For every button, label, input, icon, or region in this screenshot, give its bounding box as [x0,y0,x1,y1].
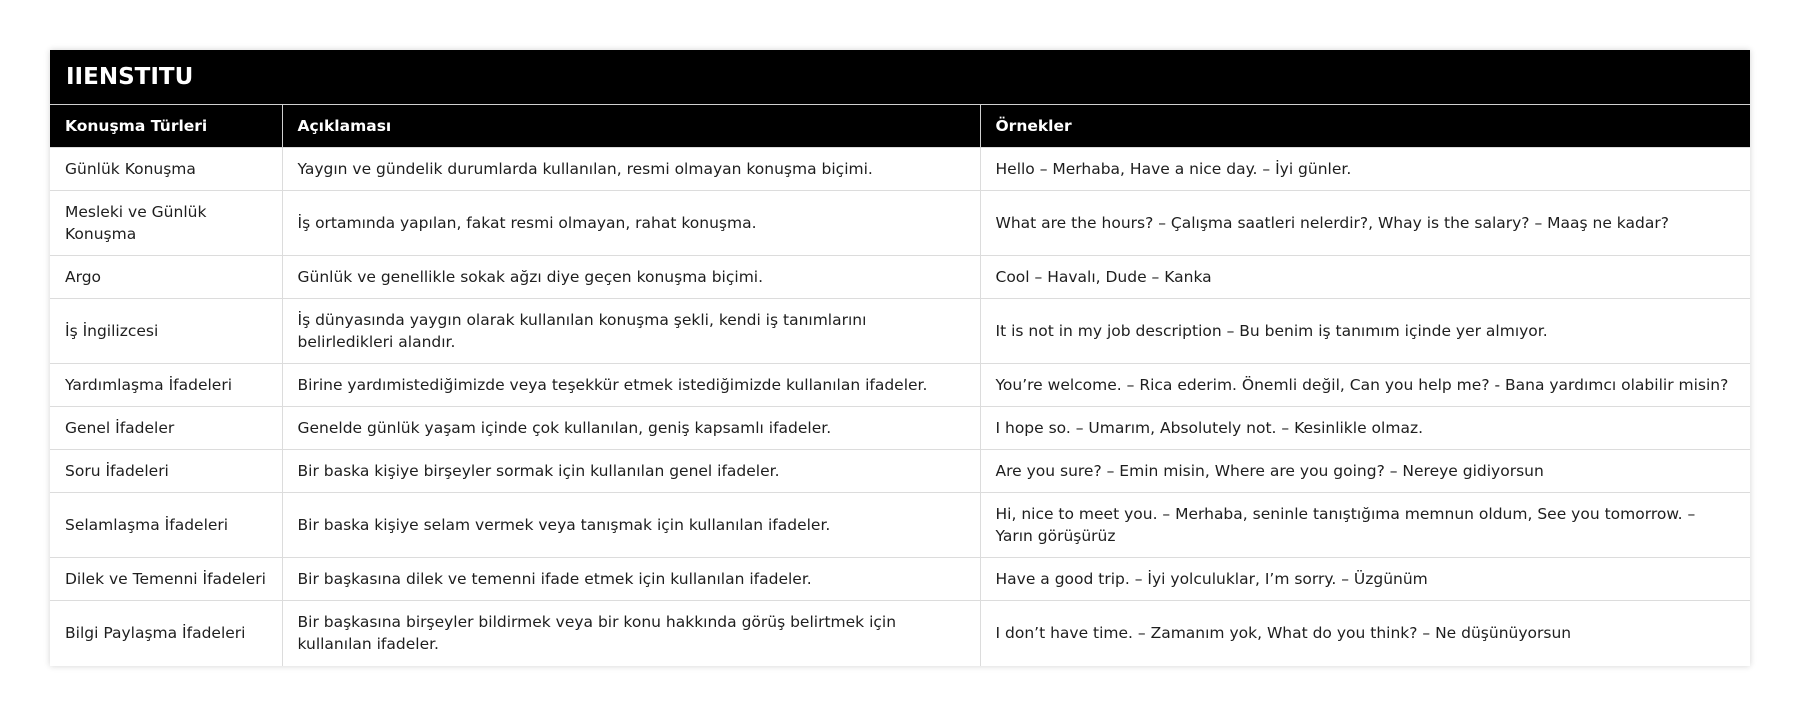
table-row [50,601,1750,666]
cell-speech-type: Selamlaşma İfadeleri [50,493,282,558]
cell-examples: I hope so. – Umarım, Absolutely not. – Kesinlikle olmaz. [980,407,1750,450]
cell-examples: Hello – Merhaba, Have a nice day. – İyi günler. [980,148,1750,191]
cell-description: Bir baska kişiye selam vermek veya tanışmak için kullanılan ifadeler. [282,493,980,558]
table-row [50,407,1750,450]
cell-examples: Have a good trip. – İyi yolculuklar, I’m sorry. – Üzgünüm [980,558,1750,601]
cell-examples: Cool – Havalı, Dude – Kanka [980,256,1750,299]
table-row [50,493,1750,558]
cell-speech-type: İş İngilizcesi [50,299,282,364]
cell-description: Birine yardımistediğimizde veya teşekkür etmek istediğimizde kullanılan ifadeler. [282,364,980,407]
table-header-row [50,105,1750,148]
cell-description: Yaygın ve gündelik durumlarda kullanılan, resmi olmayan konuşma biçimi. [282,148,980,191]
table-row [50,148,1750,191]
table-row [50,450,1750,493]
cell-speech-type: Mesleki ve Günlük Konuşma [50,191,282,256]
cell-description: Bir başkasına birşeyler bildirmek veya bir konu hakkında görüş belirtmek için kullanılan ifadeler. [282,601,980,666]
speech-types-table-card [50,50,1750,666]
cell-examples: What are the hours? – Çalışma saatleri nelerdir?, Whay is the salary? – Maaş ne kadar? [980,191,1750,256]
cell-examples: Hi, nice to meet you. – Merhaba, seninle tanıştığıma memnun oldum, See you tomorrow. – Yarın görüşürüz [980,493,1750,558]
cell-examples: It is not in my job description – Bu benim iş tanımım içinde yer almıyor. [980,299,1750,364]
cell-speech-type: Soru İfadeleri [50,450,282,493]
table-row [50,558,1750,601]
cell-speech-type: Dilek ve Temenni İfadeleri [50,558,282,601]
cell-speech-type: Günlük Konuşma [50,148,282,191]
cell-description: İş ortamında yapılan, fakat resmi olmayan, rahat konuşma. [282,191,980,256]
cell-examples: Are you sure? – Emin misin, Where are you going? – Nereye gidiyorsun [980,450,1750,493]
cell-description: Bir başkasına dilek ve temenni ifade etmek için kullanılan ifadeler. [282,558,980,601]
header-speech-type: Konuşma Türleri [50,105,282,148]
table-row [50,191,1750,256]
cell-description: İş dünyasında yaygın olarak kullanılan konuşma şekli, kendi iş tanımlarını belirledikleri alandır. [282,299,980,364]
cell-description: Günlük ve genellikle sokak ağzı diye geçen konuşma biçimi. [282,256,980,299]
cell-description: Genelde günlük yaşam içinde çok kullanılan, geniş kapsamlı ifadeler. [282,407,980,450]
cell-speech-type: Bilgi Paylaşma İfadeleri [50,601,282,666]
cell-speech-type: Yardımlaşma İfadeleri [50,364,282,407]
speech-types-table [50,105,1750,666]
cell-speech-type: Argo [50,256,282,299]
table-row [50,299,1750,364]
table-row [50,256,1750,299]
header-examples: Örnekler [980,105,1750,148]
table-row [50,364,1750,407]
cell-examples: I don’t have time. – Zamanım yok, What do you think? – Ne düşünüyorsun [980,601,1750,666]
brand-title: IIENSTITU [50,50,1750,105]
cell-speech-type: Genel İfadeler [50,407,282,450]
cell-description: Bir baska kişiye birşeyler sormak için kullanılan genel ifadeler. [282,450,980,493]
header-description: Açıklaması [282,105,980,148]
cell-examples: You’re welcome. – Rica ederim. Önemli değil, Can you help me? - Bana yardımcı olabilir misin? [980,364,1750,407]
